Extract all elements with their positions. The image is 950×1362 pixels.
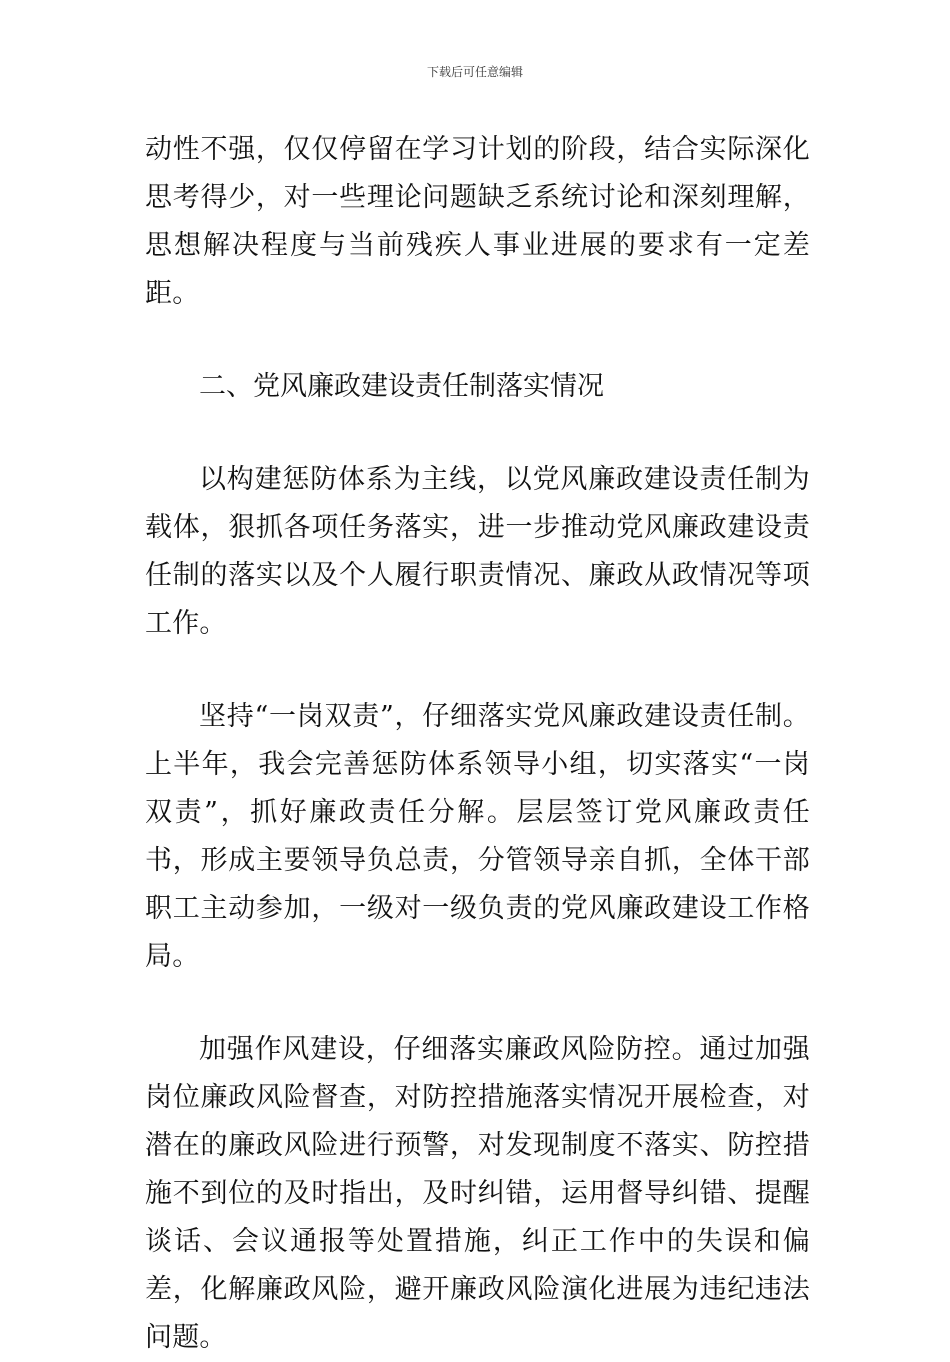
section-heading: 二、党风廉政建设责任制落实情况 [199, 371, 604, 402]
paragraph-intro: 以构建惩防体系为主线，以党风廉政建设责任制为载体，狠抓各项任务落实，进一步推动党风廉政建设责任制的落实以及个人履行职责情况、廉政从政情况等项工作。 [145, 464, 810, 639]
paragraph-gap [145, 648, 810, 693]
paragraph-responsibility: 坚持“一岗双责”，仔细落实党风廉政建设责任制。上半年，我会完善惩防体系领导小组，切实落实“一岗双责”，抓好廉政责任分解。层层签订党风廉政责任书，形成主要领导负总责，分管领导亲自抓，全体干部职工主动参加，一级对一级负责的党风廉政建设工作格局。 [145, 701, 810, 972]
paragraph-gap [145, 318, 810, 363]
paragraph-style-building: 加强作风建设，仔细落实廉政风险防控。通过加强岗位廉政风险督查，对防控措施落实情况开展检查，对潜在的廉政风险进行预警，对发现制度不落实、防控措施不到位的及时指出，及时纠错，运用督导纠错、提醒谈话、会议通报等处置措施，纠正工作中的失误和偏差，化解廉政风险，避开廉政风险演化进展为违纪违法问题。 [145, 1034, 810, 1353]
page-header: 下载后可任意编辑 [426, 65, 523, 79]
paragraph-gap [145, 411, 810, 456]
paragraph-continued: 动性不强，仅仅停留在学习计划的阶段，结合实际深化思考得少，对一些理论问题缺乏系统讨论和深刻理解，思想解决程度与当前残疾人事业进展的要求有一定差距。 [145, 134, 810, 309]
document-body [145, 126, 810, 1362]
paragraph-gap [145, 981, 810, 1026]
